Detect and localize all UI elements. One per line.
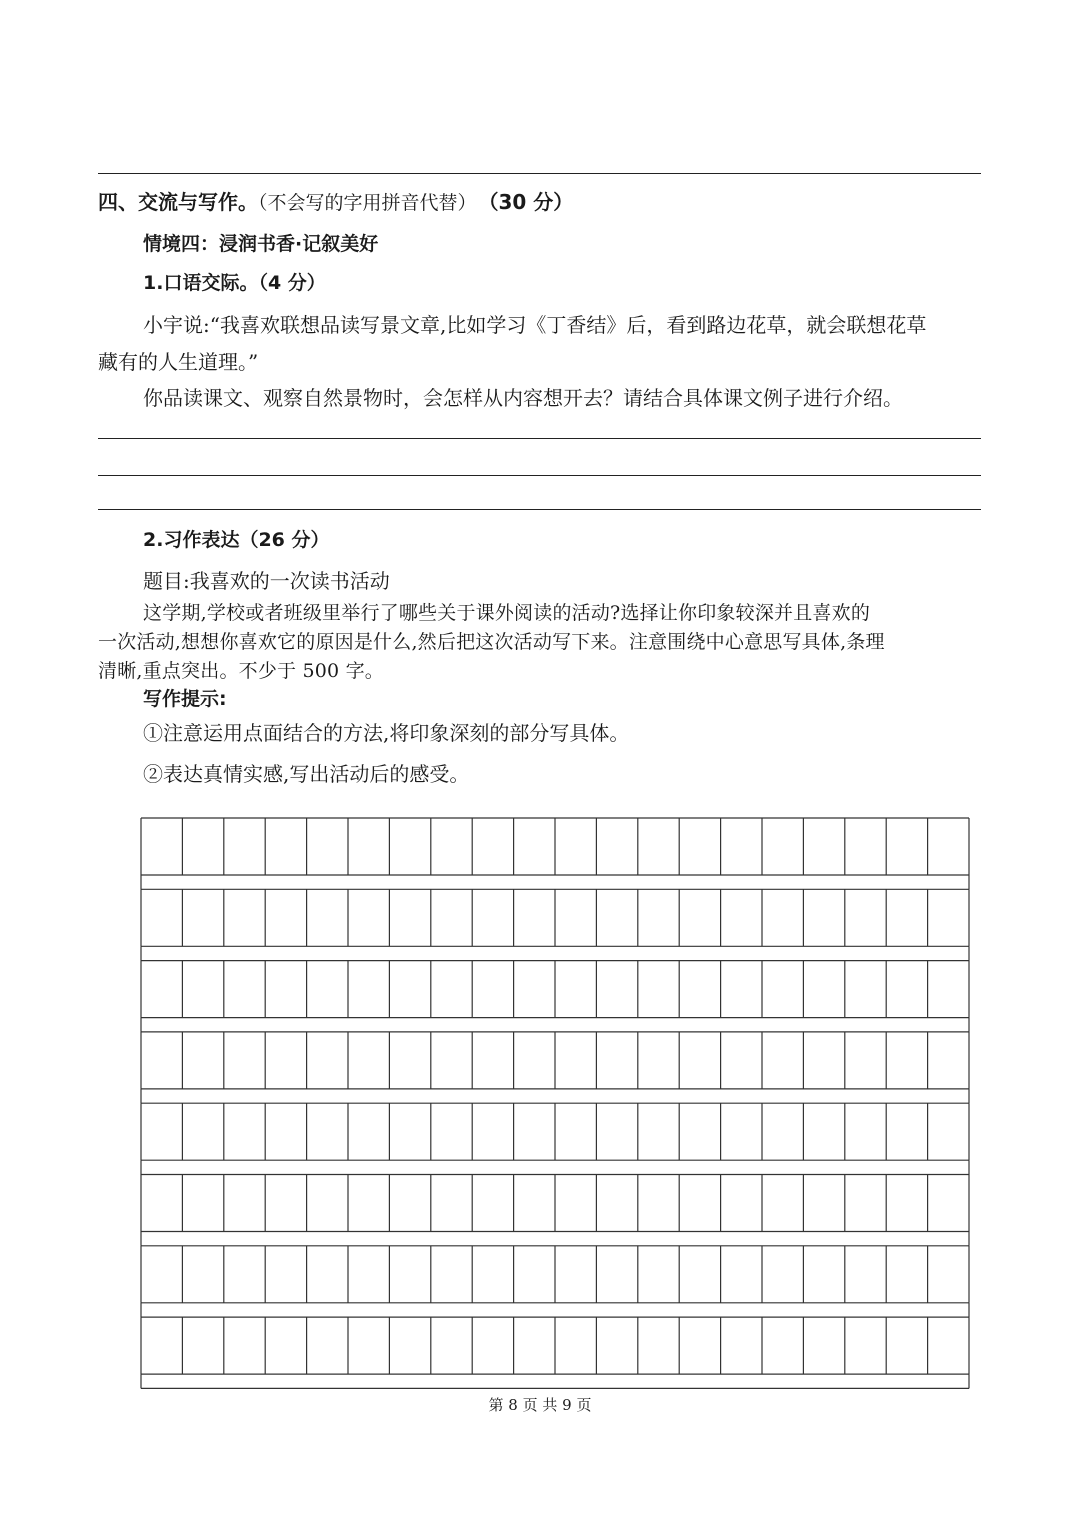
page-footer: 第 8 页 共 9 页 — [488, 1396, 592, 1414]
section-title: 四、交流与写作。 — [98, 190, 258, 214]
writing-tips-title: 写作提示: — [143, 688, 227, 710]
q1-question: 你品读课文、观察自然景物时，会怎样从内容想开去？请结合具体课文例子进行介绍。 — [143, 386, 903, 410]
writing-tip-1: ①注意运用点面结合的方法,将印象深刻的部分写具体。 — [143, 721, 630, 745]
section-note: （不会写的字用拼音代替） — [258, 192, 477, 214]
q2-requirement-line3: 清晰,重点突出。不少于 500 字。 — [98, 660, 384, 682]
q1-paragraph-line2: 藏有的人生道理。” — [98, 350, 259, 374]
q2-topic: 题目:我喜欢的一次读书活动 — [143, 569, 390, 593]
section-heading — [98, 186, 573, 215]
section-score: （30 分） — [488, 190, 574, 214]
q1-title: 1.口语交际。（4 分） — [143, 272, 326, 294]
answer-line-1[interactable] — [98, 438, 981, 439]
scenario-title: 情境四：浸润书香·记叙美好 — [143, 233, 379, 255]
q1-paragraph-line1: 小宇说:“我喜欢联想品读写景文章,比如学习《丁香结》后，看到路边花草，就会联想花草 — [143, 313, 927, 337]
answer-line-2[interactable] — [98, 475, 981, 476]
q2-requirement-line2: 一次活动,想想你喜欢它的原因是什么,然后把这次活动写下来。注意围绕中心意思写具体,条理 — [98, 631, 885, 653]
top-divider — [98, 173, 981, 174]
writing-tip-2: ②表达真情实感,写出活动后的感受。 — [143, 762, 470, 786]
q2-title: 2.习作表达（26 分） — [143, 529, 330, 551]
q2-requirement-line1: 这学期,学校或者班级里举行了哪些关于课外阅读的活动?选择让你印象较深并且喜欢的 — [143, 602, 871, 624]
answer-line-3[interactable] — [98, 509, 981, 510]
